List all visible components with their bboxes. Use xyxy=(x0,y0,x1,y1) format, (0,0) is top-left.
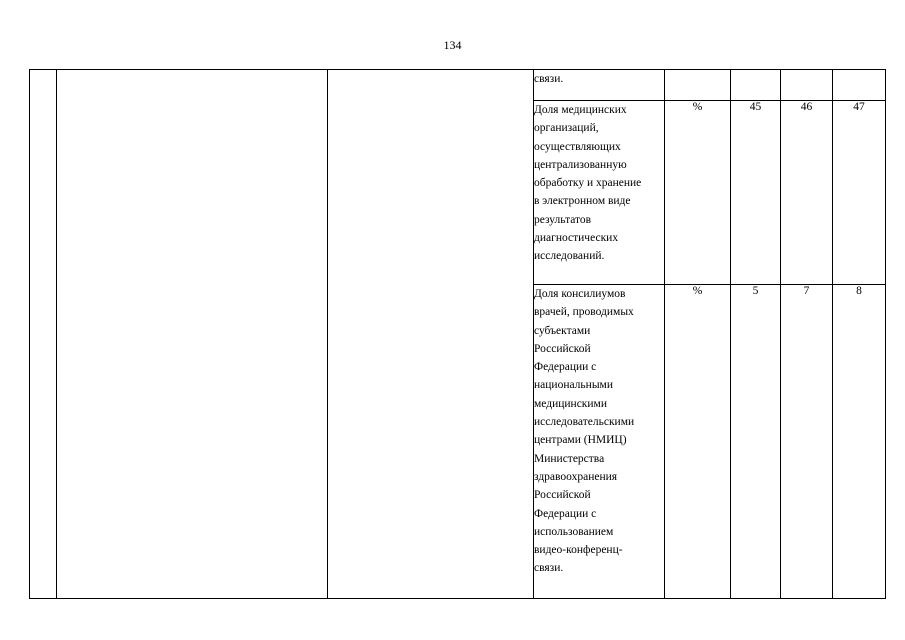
value-cell: 47 xyxy=(833,101,886,285)
indicator-line: диагностических xyxy=(534,232,619,245)
indicator-line: организаций, xyxy=(534,122,599,135)
indicator-line: Доля консилиумов xyxy=(534,288,626,300)
indicator-line: Федерации с xyxy=(534,507,597,520)
unit-cell: % xyxy=(665,285,731,599)
indicator-line: в электронном виде xyxy=(534,195,631,208)
indicator-line: исследовательскими xyxy=(534,416,635,429)
value-cell: 5 xyxy=(731,285,781,599)
indicator-line: субъектами xyxy=(534,324,591,337)
indicator-line: здравоохранения xyxy=(534,470,618,483)
unit-cell xyxy=(665,70,731,101)
value-cell: 7 xyxy=(781,285,833,599)
row-number-cell xyxy=(30,70,57,599)
table-row-continuation xyxy=(30,70,886,101)
indicator-line: видео-конференц- xyxy=(534,544,623,557)
indicator-line: результатов xyxy=(534,213,592,226)
indicator-line: Российской xyxy=(534,342,591,355)
value-cell: 45 xyxy=(731,101,781,285)
indicator-cell xyxy=(534,285,665,599)
indicator-line: центрами (НМИЦ) xyxy=(534,434,627,447)
indicator-line: обработку и хранение xyxy=(534,177,642,190)
indicator-cell xyxy=(534,101,665,285)
indicator-line: исследований. xyxy=(534,250,605,263)
indicator-line: Российской xyxy=(534,489,591,502)
indicator-continuation: связи. xyxy=(534,70,665,101)
value-cell: 8 xyxy=(833,285,886,599)
indicator-line: использованием xyxy=(534,525,614,538)
indicator-line: медицинскими xyxy=(534,397,607,410)
measure-name-cell xyxy=(57,70,328,599)
result-cell xyxy=(328,70,534,599)
indicator-line: врачей, проводимых xyxy=(534,306,634,319)
indicator-line: осуществляющих xyxy=(534,140,621,153)
indicator-line: связи. xyxy=(534,562,564,575)
value-cell xyxy=(731,70,781,101)
value-cell: 46 xyxy=(781,101,833,285)
indicator-line: Доля медицинских xyxy=(534,104,627,116)
indicators-table xyxy=(29,69,886,599)
indicator-line: централизованную xyxy=(534,158,627,171)
indicator-line: Министерства xyxy=(534,452,605,465)
value-cell xyxy=(833,70,886,101)
unit-cell: % xyxy=(665,101,731,285)
indicator-line: национальными xyxy=(534,379,613,392)
indicator-line: Федерации с xyxy=(534,361,597,374)
value-cell xyxy=(781,70,833,101)
page-number: 134 xyxy=(443,38,462,52)
